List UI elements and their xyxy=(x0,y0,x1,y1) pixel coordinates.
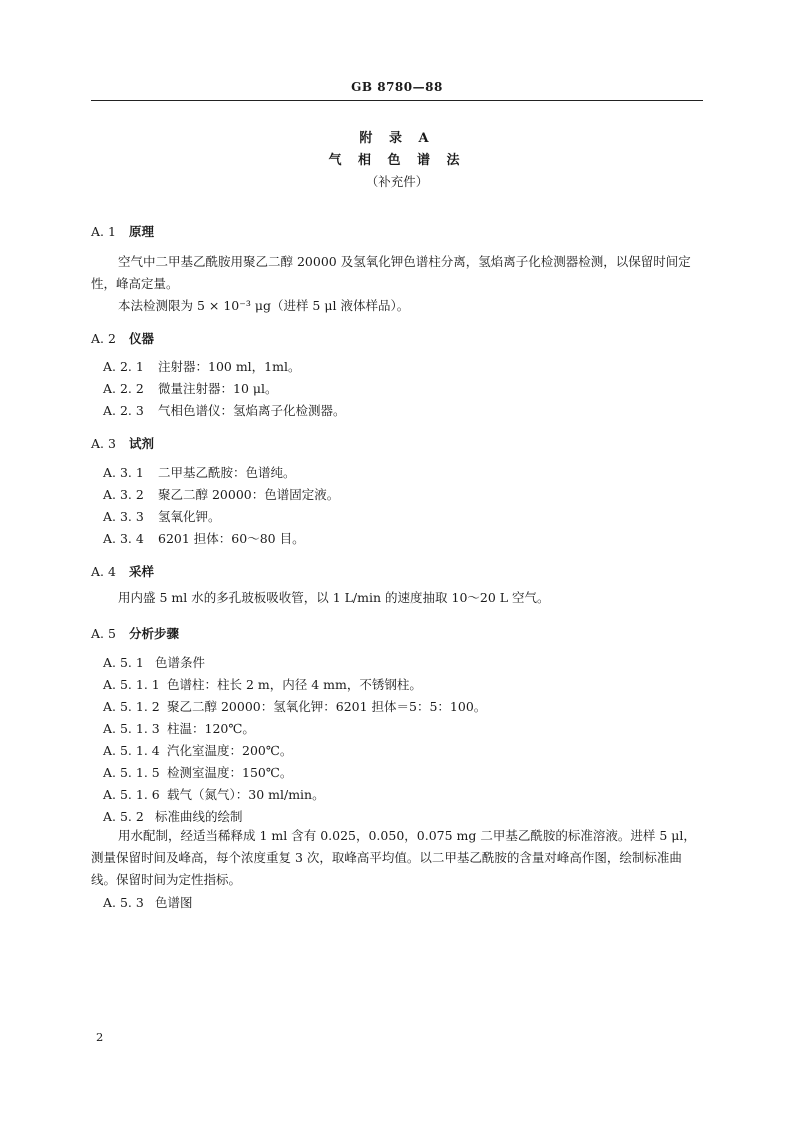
item-text: 载气（氮气）：30 ml/min。 xyxy=(167,787,325,802)
item-number: A. 2. 2 xyxy=(103,381,144,396)
section-title: 原理 xyxy=(129,224,155,239)
standard-code-header: GB 8780—88 xyxy=(351,80,443,94)
list-item xyxy=(103,697,486,715)
item-number: A. 3. 3 xyxy=(103,509,144,524)
section-number: A. 4 xyxy=(91,564,116,579)
list-item xyxy=(103,719,255,737)
item-text: 氢氧化钾。 xyxy=(158,509,221,524)
item-number: A. 2. 1 xyxy=(103,359,144,374)
list-item xyxy=(103,401,346,419)
item-number: A. 5. 1. 4 xyxy=(103,743,160,758)
list-item xyxy=(103,653,205,671)
a5-2-paragraph: 用水配制，经适当稀释成 1 ml 含有 0.025，0.050，0.075 mg 二甲基乙酰胺的标准溶液。进样 5 μl，测量保留时间及峰高，每个浓度重复 3 次，取峰高平均值。以二甲基乙酰胺的含量对峰高作图，绘制标准曲线。保留时间为定性指标。 xyxy=(91,828,696,887)
section-a1-heading xyxy=(91,222,154,240)
section-a2-heading xyxy=(91,329,154,347)
item-text: 检测室温度：150℃。 xyxy=(167,765,293,780)
a4-paragraph: 用内盛 5 ml 水的多孔玻板吸收管，以 1 L/min 的速度抽取 10～20 L 空气。 xyxy=(118,590,550,605)
list-item xyxy=(103,675,422,693)
section-number: A. 5 xyxy=(91,626,116,641)
section-a4-heading xyxy=(91,562,154,580)
item-number: A. 5. 1. 6 xyxy=(103,787,160,802)
section-number: A. 2 xyxy=(91,331,116,346)
list-item xyxy=(103,485,339,503)
item-number: A. 5. 1. 3 xyxy=(103,721,160,736)
item-text: 色谱柱：柱长 2 m，内径 4 mm，不锈钢柱。 xyxy=(167,677,422,692)
a1-paragraph-2: 本法检测限为 5 × 10⁻³ μg（进样 5 μl 液体样品）。 xyxy=(118,298,410,313)
appendix-title: 附 录 A xyxy=(359,131,435,146)
item-number: A. 5. 1. 5 xyxy=(103,765,160,780)
item-text: 柱温：120℃。 xyxy=(167,721,255,736)
list-item xyxy=(103,379,278,397)
a1-paragraph-1: 空气中二甲基乙酰胺用聚乙二醇 20000 及氢氧化钾色谱柱分离，氢焰离子化检测器检测，以保留时间定性，峰高定量。 xyxy=(91,254,691,291)
list-item xyxy=(103,463,296,481)
item-text: 6201 担体：60～80 目。 xyxy=(158,531,305,546)
item-text: 聚乙二醇 20000：色谱固定液。 xyxy=(158,487,340,502)
item-number: A. 2. 3 xyxy=(103,403,144,418)
header-rule xyxy=(91,100,703,101)
item-number: A. 5. 1. 1 xyxy=(103,677,160,692)
item-text: 汽化室温度：200℃。 xyxy=(167,743,293,758)
item-number: A. 3. 4 xyxy=(103,531,144,546)
section-title: 试剂 xyxy=(129,436,155,451)
item-number: A. 3. 2 xyxy=(103,487,144,502)
list-item xyxy=(103,893,193,911)
item-text: 注射器：100 ml，1ml。 xyxy=(158,359,301,374)
list-item xyxy=(103,529,305,547)
item-number: A. 5. 1 xyxy=(103,655,144,670)
item-text: 标准曲线的绘制 xyxy=(155,809,243,824)
item-text: 色谱条件 xyxy=(155,655,206,670)
section-a3-heading xyxy=(91,434,154,452)
section-title: 仪器 xyxy=(129,331,155,346)
section-a5-heading xyxy=(91,624,179,642)
section-title: 采样 xyxy=(129,564,155,579)
section-title: 分析步骤 xyxy=(129,626,180,641)
list-item xyxy=(103,785,325,803)
item-text: 二甲基乙酰胺：色谱纯。 xyxy=(158,465,296,480)
list-item xyxy=(103,357,301,375)
item-text: 气相色谱仪：氢焰离子化检测器。 xyxy=(158,403,346,418)
item-text: 聚乙二醇 20000：氢氧化钾：6201 担体＝5：5：100。 xyxy=(167,699,487,714)
item-number: A. 5. 2 xyxy=(103,809,144,824)
item-number: A. 5. 1. 2 xyxy=(103,699,160,714)
list-item xyxy=(103,741,292,759)
appendix-note: （补充件） xyxy=(365,174,429,189)
item-number: A. 5. 3 xyxy=(103,895,144,910)
item-number: A. 3. 1 xyxy=(103,465,144,480)
item-text: 微量注射器：10 μl。 xyxy=(158,381,278,396)
item-text: 色谱图 xyxy=(155,895,193,910)
list-item xyxy=(103,507,221,525)
list-item xyxy=(103,807,243,825)
page-number: 2 xyxy=(96,1030,104,1044)
method-title: 气 相 色 谱 法 xyxy=(328,153,466,168)
section-number: A. 1 xyxy=(91,224,116,239)
list-item xyxy=(103,763,292,781)
section-number: A. 3 xyxy=(91,436,116,451)
